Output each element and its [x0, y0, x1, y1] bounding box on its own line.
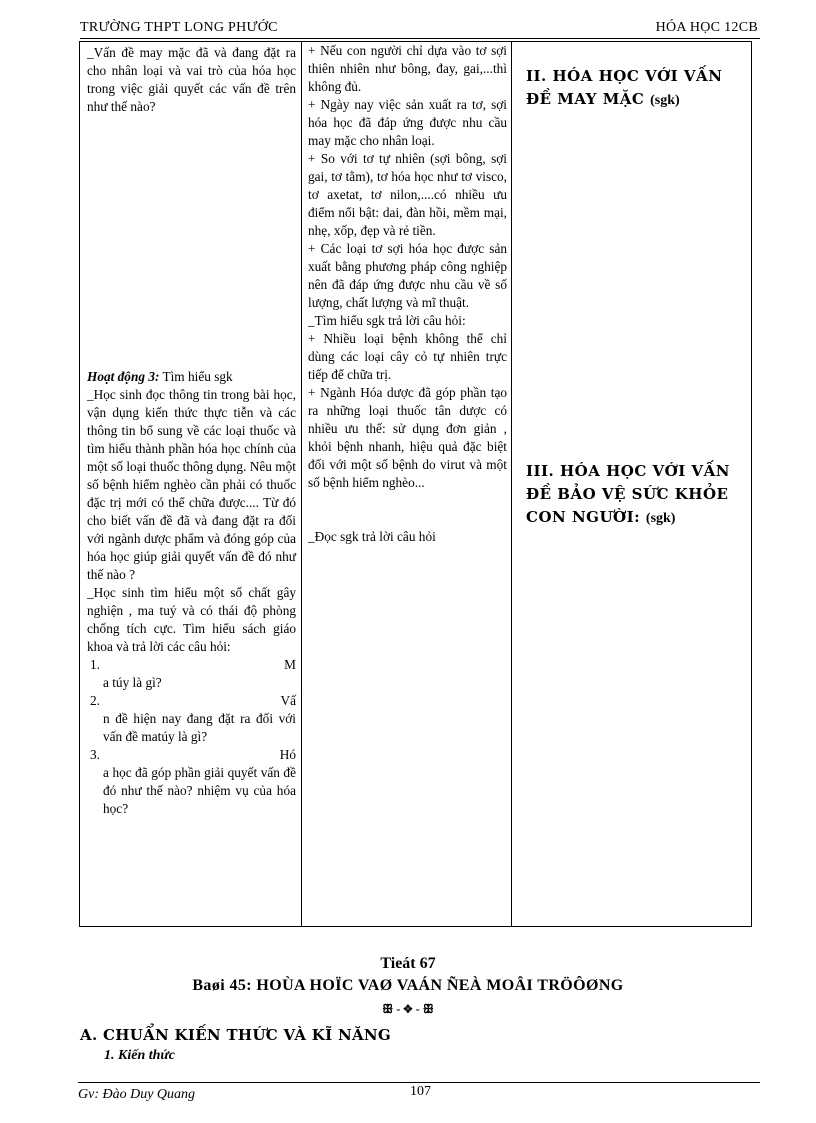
medicine-instructions: _Học sinh đọc thông tin trong bài học, vận dụng kiến thức thực tiễn và các thông tin bổ sung về các loại thuốc và tìm hiểu thành phần hóa học chính của một số loại thuốc thông dụng. Nêu một số bệnh hiểm nghèo cần phải có thuốc đặc trị mới có thể chữa được.... Từ đó cho biết vấn đề đã và đang đặt ra đối với ngành dược phẩm và đóng góp của hóa học giúp giải quyết vấn đề đó như thế nào ? — [87, 387, 296, 582]
answer-paragraph: _Tìm hiểu sgk trả lời câu hỏi: — [308, 313, 466, 328]
answer-paragraph: + Nhiều loại bệnh không thể chỉ dùng các loại cây cỏ tự nhiên trực tiếp để chữa trị. — [308, 331, 507, 382]
page-footer — [78, 1082, 760, 1102]
section-iii-heading: III. HÓA HỌC VỚI VẤN ĐỀ BẢO VỆ SỨC KHỎE CON NGƯỜI: (sgk) — [526, 462, 730, 526]
activity-3 — [87, 368, 296, 386]
section-a-heading: A. CHUẨN KIẾN THỨC VÀ KĨ NĂNG — [80, 1026, 392, 1044]
drug-instructions: _Học sinh tìm hiểu một số chất gây nghiện , ma tuý và có thái độ phòng chống tích cực. Tìm hiểu sách giáo khoa và trả lời các câu hỏi: — [87, 585, 296, 654]
page-number: 107 — [410, 1084, 431, 1099]
lesson-table — [79, 41, 752, 927]
answer-paragraph: _Đọc sgk trả lời câu hỏi — [308, 529, 436, 544]
answer-paragraph: + Các loại tơ sợi hóa học được sản xuất bằng phương pháp công nghiệp nên đã đáp ứng được nhu cầu về số lượng, chất lượng và mĩ thuật. — [308, 241, 507, 310]
question-list — [87, 656, 296, 818]
teacher-name: Gv: Đào Duy Quang — [78, 1087, 196, 1102]
school-name: TRƯỜNG THPT LONG PHƯỚC — [80, 20, 278, 35]
list-item: 2. Vấ n đề hiện nay đang đặt ra đối với vấn đề matúy là gì? — [90, 693, 296, 744]
clothing-question: _Vấn đề may mặc đã và đang đặt ra cho nhân loại và vai trò của hóa học trong việc giải quyết các vấn đề trên như thế nào? — [87, 45, 296, 114]
subject-label: HÓA HỌC 12CB — [655, 20, 758, 35]
answer-paragraph: + So với tơ tự nhiên (sợi bông, sợi gai, tơ tằm), tơ hóa học như tơ visco, tơ axetat, tơ nilon,....có nhiều ưu điểm nổi bật: dai, đàn hồi, mềm mại, nhẹ, xốp, đẹp và rẻ tiền. — [308, 151, 507, 238]
ornament-divider: ꕥ - ❖ - ꕥ — [382, 1002, 434, 1016]
answer-paragraph: + Ngành Hóa dược đã góp phần tạo ra những loại thuốc tân dược có nhiều ưu thế: sử dụng đơn giản , khỏi bệnh nhanh, hiệu quả đặc biệt đối với một số bệnh do virut và một số bệnh hiểm nghèo... — [308, 385, 507, 490]
answer-paragraph: + Nếu con người chỉ dựa vào tơ sợi thiên nhiên như bông, đay, gai,...thì không đủ. — [308, 43, 507, 94]
list-item: 3. Hó a học đã góp phần giải quyết vấn đề đó như thế nào? nhiệm vụ của hóa học? — [90, 747, 296, 816]
activity-label: Hoạt động 3: — [87, 369, 160, 384]
table-row — [80, 42, 752, 927]
content-cell — [512, 42, 752, 927]
lesson-period: Tieát 67 — [380, 955, 436, 972]
student-activity-cell — [302, 42, 512, 927]
lesson-title: Baøi 45: HOÙA HOÏC VAØ VAÁN ÑEÀ MOÂI TRÖÔØNG — [192, 977, 624, 994]
subsection-heading: 1. Kiến thức — [104, 1048, 176, 1063]
page-header — [80, 18, 760, 39]
teacher-activity-cell — [80, 42, 302, 927]
list-item: 1. M a túy là gì? — [90, 657, 296, 690]
answer-paragraph: + Ngày nay việc sản xuất ra tơ, sợi hóa học đã đáp ứng được nhu cầu may mặc cho nhân loại. — [308, 97, 507, 148]
section-ii-heading: II. HÓA HỌC VỚI VẤN ĐỀ MAY MẶC (sgk) — [526, 67, 723, 108]
activity-text: Tìm hiểu sgk — [159, 369, 233, 384]
